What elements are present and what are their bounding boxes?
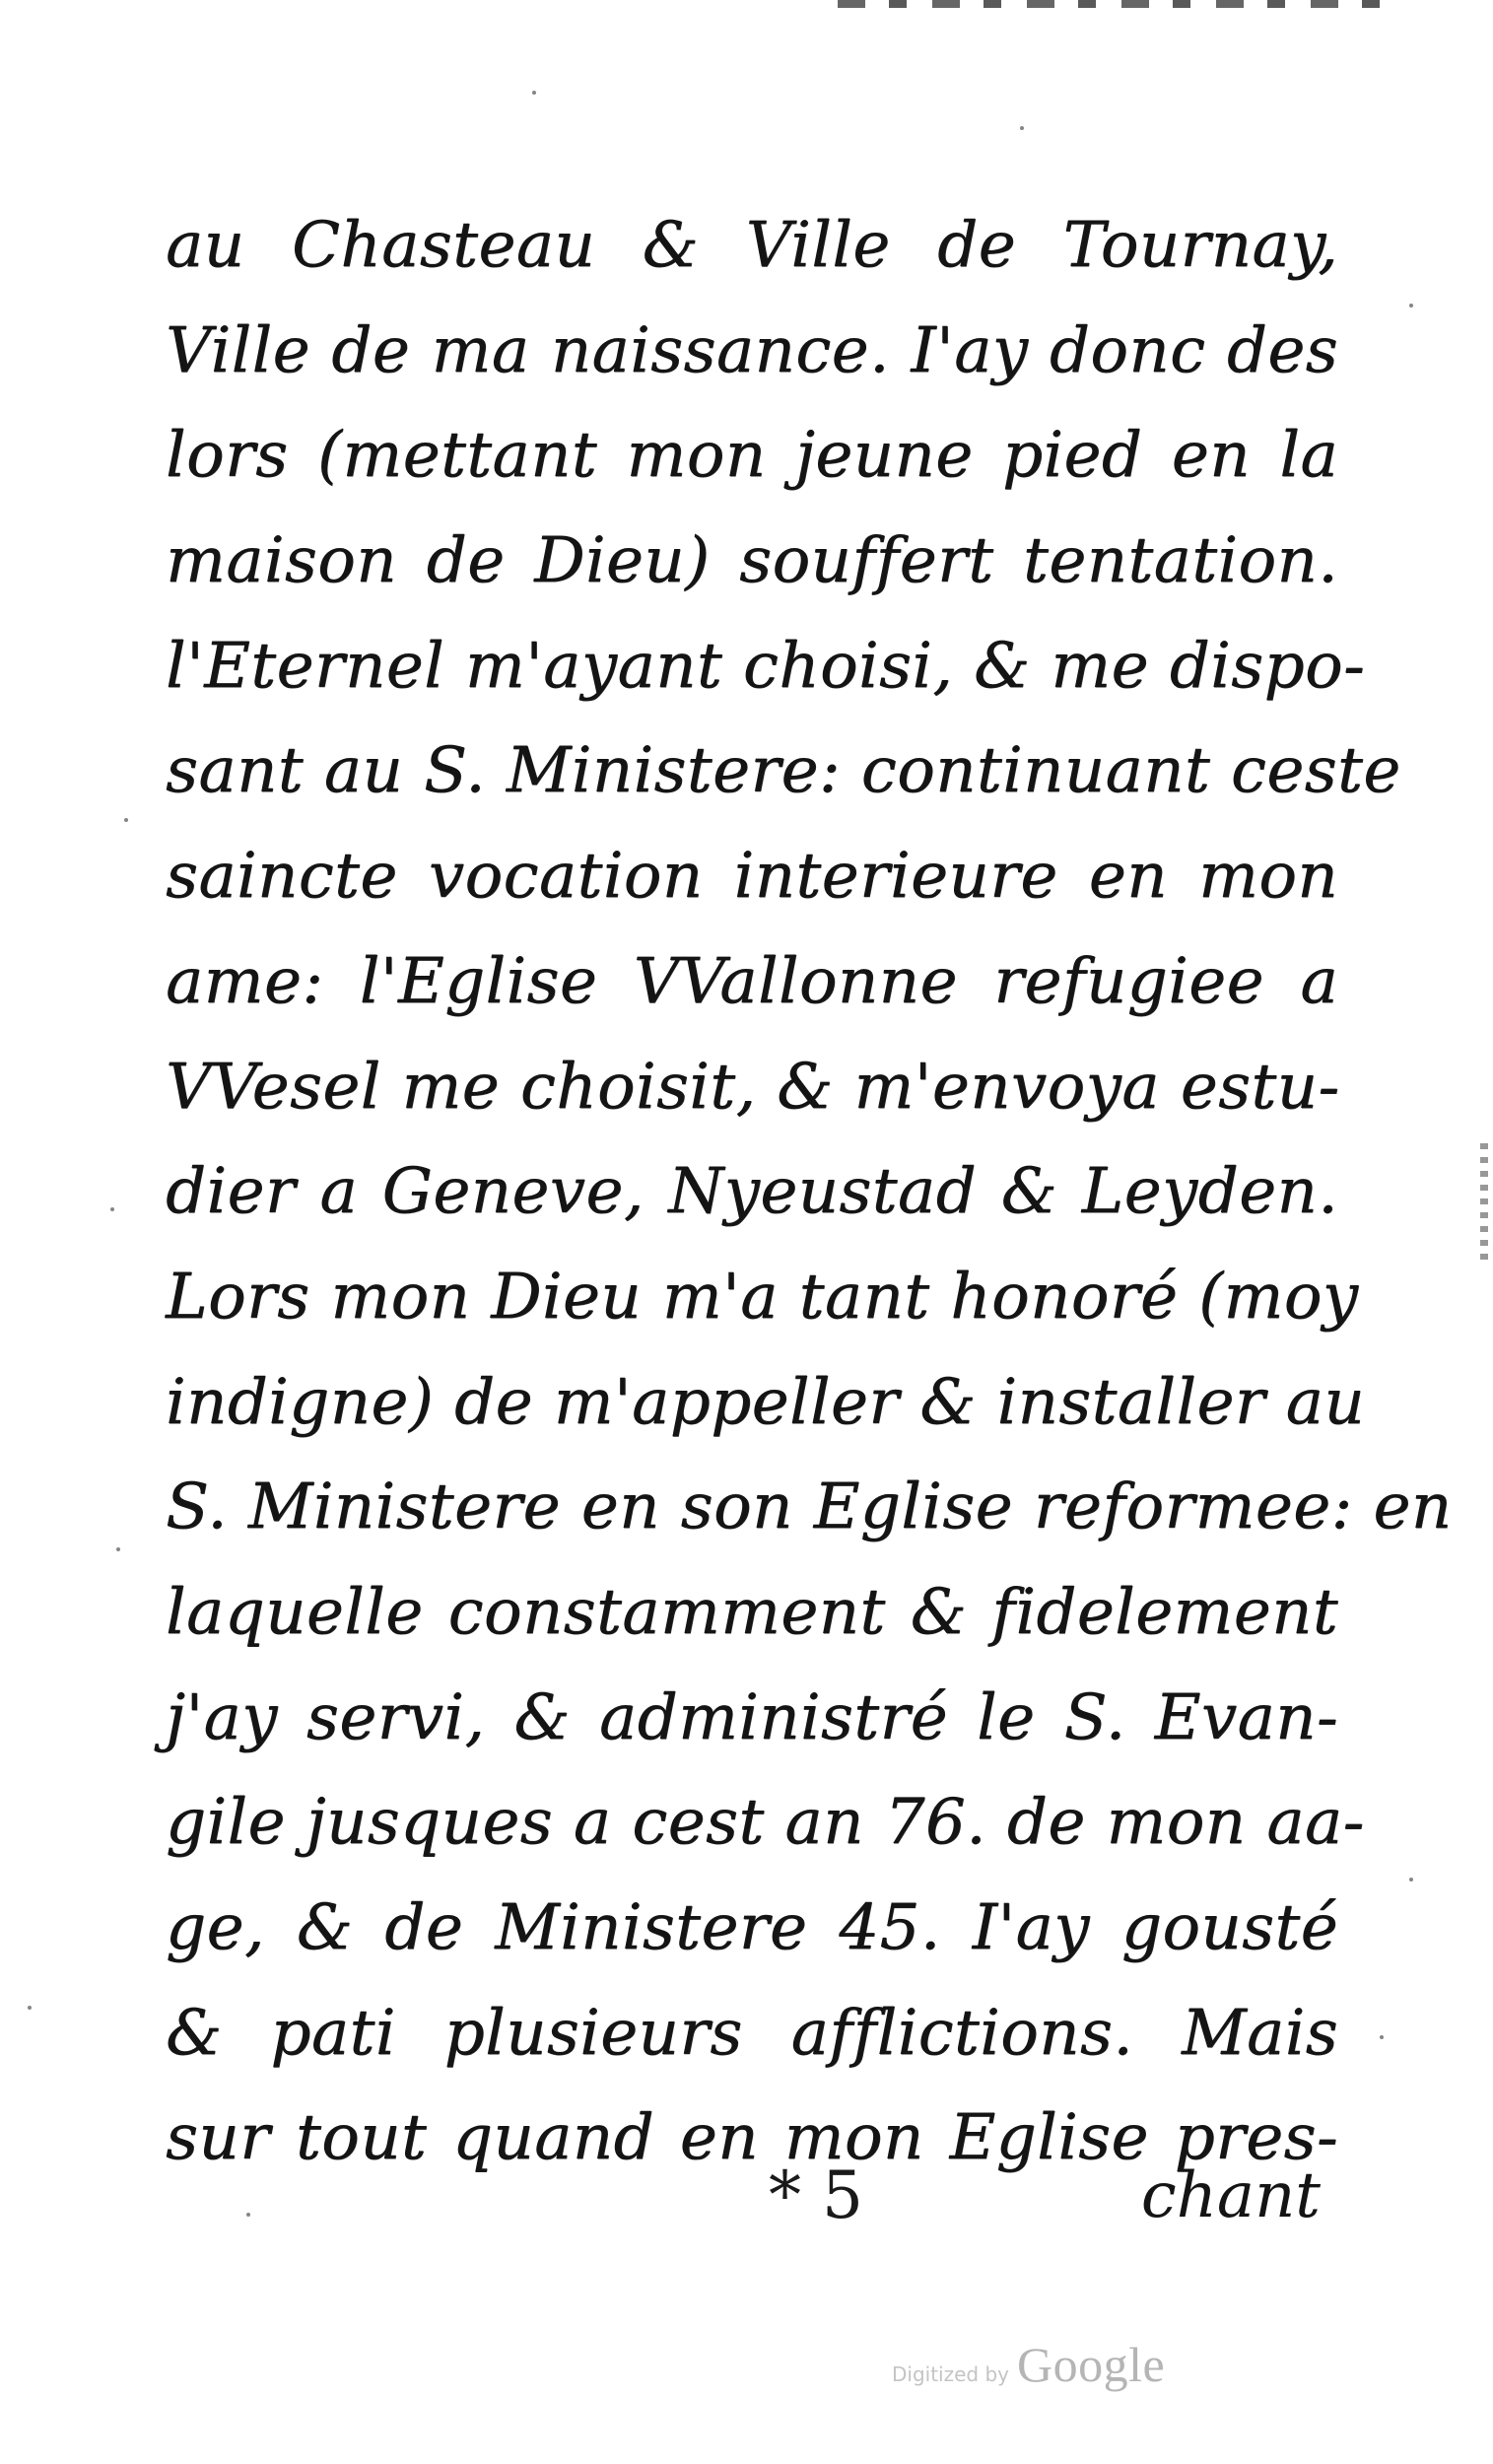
text-line: Ville de ma naissance. I'ay donc des	[166, 313, 1338, 387]
text-line: sur tout quand en mon Eglise pres-	[166, 2101, 1338, 2175]
text-line: indigne) de m'appeller & installer au	[166, 1365, 1366, 1439]
text-line: sant au S. Ministere: continuant ceste	[166, 734, 1401, 808]
ink-speck	[116, 1547, 120, 1551]
ink-speck	[1409, 1878, 1413, 1882]
digitized-watermark	[892, 2336, 1165, 2405]
page-edge-mark	[1480, 1143, 1488, 1262]
text-line: & pati plusieurs afflictions. Mais	[166, 1996, 1338, 2070]
text-line: j'ay servi, & administré le S. Evan-	[166, 1680, 1338, 1754]
watermark-prefix: Digitized by	[892, 2362, 1009, 2386]
ink-speck	[1020, 126, 1024, 130]
ink-speck	[124, 818, 128, 822]
text-line: ame: l'Eglise VVallonne refugiee a	[166, 944, 1338, 1018]
ink-speck	[1380, 2035, 1384, 2039]
ink-speck	[28, 2006, 32, 2010]
previous-page-edge	[838, 0, 1390, 8]
page-footer	[166, 2152, 1338, 2240]
text-line: ge, & de Ministere 45. I'ay gousté	[166, 1891, 1338, 1964]
text-line: Lors mon Dieu m'a tant honoré (moy	[166, 1260, 1359, 1334]
catchword: chant	[1140, 2159, 1321, 2232]
text-line: au Chasteau & Ville de Tournay,	[166, 209, 1338, 282]
text-line: maison de Dieu) souffert tentation.	[166, 524, 1338, 598]
body-text	[166, 193, 1453, 2191]
text-line: saincte vocation interieure en mon	[166, 840, 1338, 914]
ink-speck	[1409, 304, 1413, 308]
text-line: dier a Geneve, Nyeustad & Leyden.	[166, 1155, 1338, 1229]
text-line: VVesel me choisit, & m'envoya estu-	[166, 1050, 1340, 1124]
text-line: lors (mettant mon jeune pied en la	[166, 419, 1338, 493]
text-line: l'Eternel m'ayant choisi, & me dispo-	[166, 629, 1366, 703]
text-line: laquelle constamment & fidelement	[166, 1575, 1338, 1649]
text-line: S. Ministere en son Eglise reformee: en	[166, 1471, 1453, 1544]
signature-mark: * 5	[769, 2157, 863, 2233]
ink-speck	[532, 91, 536, 95]
ink-speck	[110, 1207, 114, 1211]
text-line: gile jusques a cest an 76. de mon aa-	[166, 1786, 1365, 1860]
google-logo: Google	[1017, 2337, 1166, 2392]
